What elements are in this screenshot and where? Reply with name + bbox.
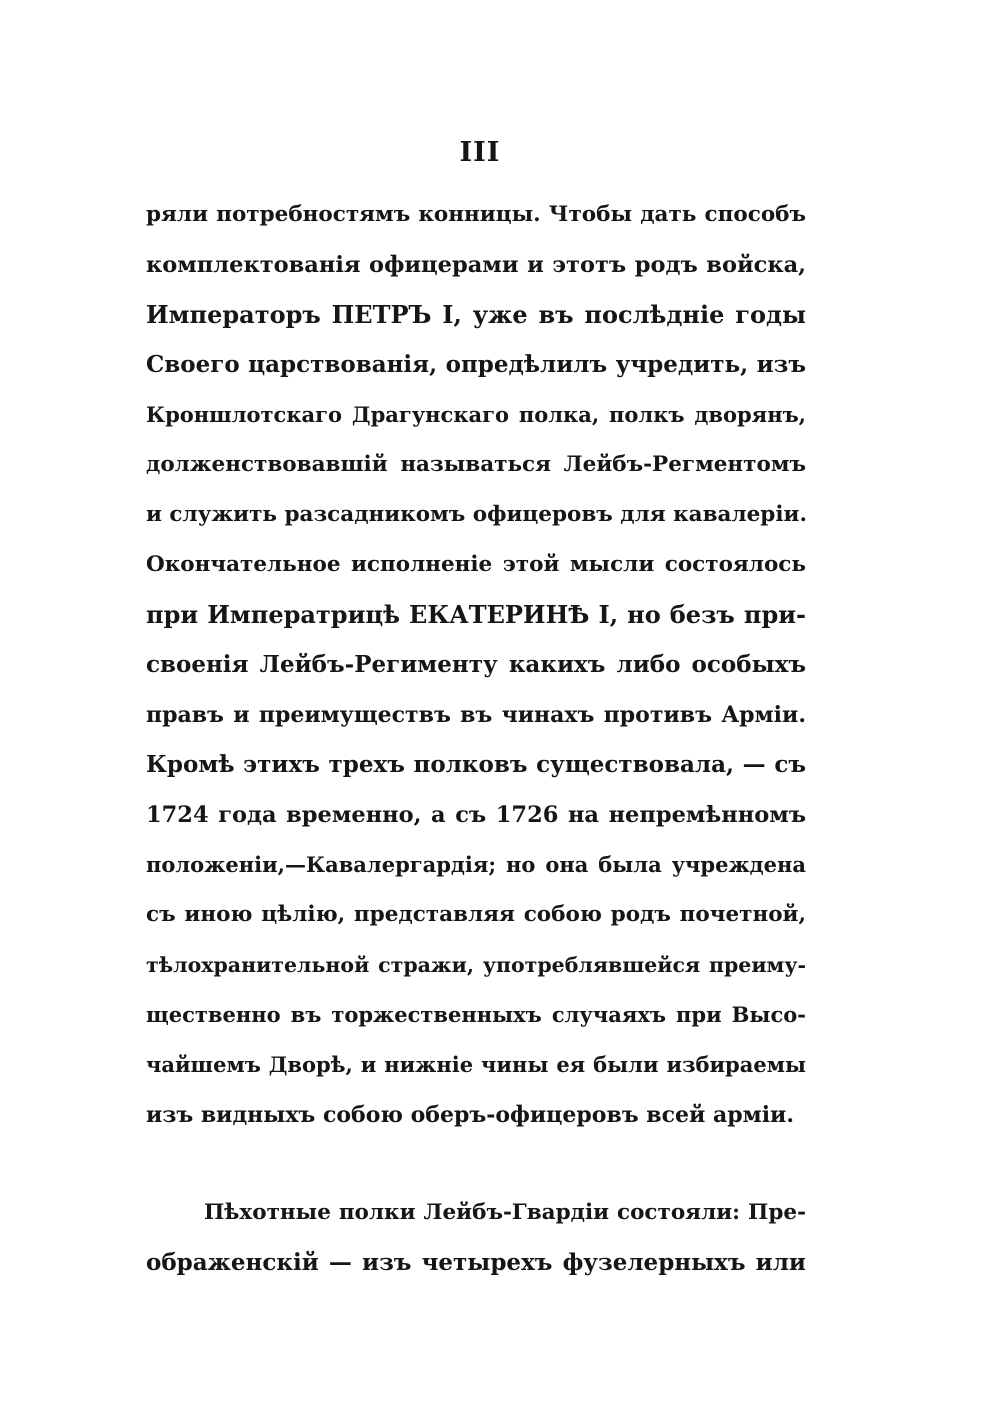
text-line: чайшемъ Дворѣ, и нижніе чины ея были избираемы [146, 1052, 806, 1077]
text-line: правъ и преимуществъ въ чинахъ противъ Арміи. [146, 702, 806, 728]
text-line: щественно въ торжественныхъ случаяхъ при Высо- [146, 1002, 806, 1027]
paragraph-2 [146, 1188, 806, 1288]
text-line: и служить разсадникомъ офицеровъ для кавалеріи. [146, 502, 807, 527]
text-line: Своего царствованія, опредѣлилъ учредить, изъ [146, 351, 806, 378]
body-text [146, 190, 806, 1288]
page-number: III [459, 137, 501, 168]
text-line: при Императрицѣ ЕКАТЕРИНѢ I, но безъ при- [146, 600, 806, 629]
text-line: Императоръ ПЕТРЪ I, уже въ послѣдніе годы [146, 300, 806, 329]
text-line: съ иною цѣлію, представляя собою родъ почетной, [146, 902, 806, 927]
text-line: Кромѣ этихъ трехъ полковъ существовала, — съ [146, 751, 806, 778]
text-line: положеніи,—Кавалергардія; но она была учреждена [146, 852, 806, 877]
text-line: комплектованія офицерами и этотъ родъ войска, [146, 252, 806, 278]
paragraph-spacer [146, 1140, 806, 1188]
text-line: Окончательное исполненіе этой мысли состоялось [146, 552, 806, 577]
paragraph-1 [146, 190, 806, 1140]
text-line: своенія Лейбъ-Регименту какихъ либо особыхъ [146, 651, 806, 678]
text-line: тѣлохранительной стражи, употреблявшейся преиму- [146, 953, 806, 977]
text-line: Кроншлотскаго Драгунскаго полка, полкъ дворянъ, [146, 402, 806, 427]
text-line: 1724 года временно, а съ 1726 на непремѣнномъ [146, 802, 806, 828]
text-line: изъ видныхъ собою оберъ-офицеровъ всей арміи. [146, 1102, 795, 1128]
text-line: долженствовавшій называться Лейбъ-Регментомъ [146, 452, 806, 477]
text-line: ображенскій — изъ четырехъ фузелерныхъ или [146, 1249, 806, 1276]
text-line: Пѣхотные полки Лейбъ-Гвардіи состояли: Пре- [204, 1200, 806, 1225]
text-line: ряли потребностямъ конницы. Чтобы дать способъ [146, 202, 806, 227]
